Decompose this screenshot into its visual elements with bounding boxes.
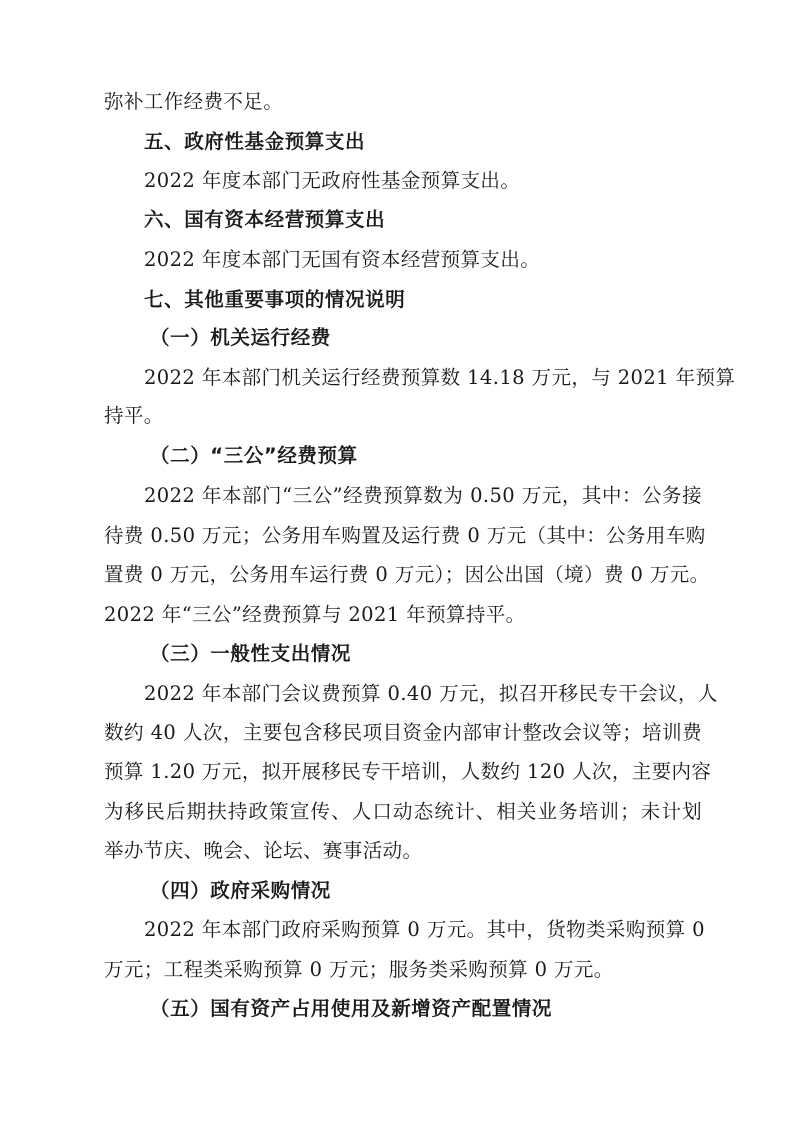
paragraph-line: 2022 年本部门“三公”经费预算数为 0.50 万元，其中：公务接 bbox=[144, 484, 702, 507]
paragraph-line: 2022 年度本部门无国有资本经营预算支出。 bbox=[144, 248, 541, 271]
paragraph-line: 2022 年本部门机关运行经费预算数 14.18 万元，与 2021 年预算 bbox=[144, 366, 736, 389]
paragraph-line: 置费 0 万元，公务用车运行费 0 万元）；因公出国（境）费 0 万元。 bbox=[104, 563, 710, 586]
subsection-heading-4: （四）政府采购情况 bbox=[150, 879, 331, 902]
paragraph-line: 2022 年度本部门无政府性基金预算支出。 bbox=[144, 169, 521, 192]
paragraph-line: 待费 0.50 万元；公务用车购置及运行费 0 万元（其中：公务用车购 bbox=[104, 524, 706, 547]
section-heading-6: 六、国有资本经营预算支出 bbox=[144, 208, 386, 231]
paragraph-line: 举办节庆、晚会、论坛、赛事活动。 bbox=[104, 839, 423, 862]
section-heading-5: 五、政府性基金预算支出 bbox=[144, 130, 366, 153]
subsection-heading-2: （二）“三公”经费预算 bbox=[150, 444, 358, 467]
paragraph-line: 为移民后期扶持政策宣传、人口动态统计、相关业务培训；未计划 bbox=[104, 800, 702, 823]
paragraph-line: 2022 年本部门政府采购预算 0 万元。其中，货物类采购预算 0 bbox=[144, 918, 705, 941]
paragraph-line: 2022 年“三公”经费预算与 2021 年预算持平。 bbox=[104, 603, 526, 626]
paragraph-line: 预算 1.20 万元，拟开展移民专干培训，人数约 120 人次，主要内容 bbox=[104, 760, 712, 783]
paragraph-line: 2022 年本部门会议费预算 0.40 万元，拟召开移民专干会议，人 bbox=[144, 682, 718, 705]
section-heading-7: 七、其他重要事项的情况说明 bbox=[144, 288, 406, 311]
paragraph-line: 弥补工作经费不足。 bbox=[104, 90, 284, 113]
subsection-heading-1: （一）机关运行经费 bbox=[150, 326, 331, 349]
paragraph-line: 数约 40 人次，主要包含移民项目资金内部审计整改会议等；培训费 bbox=[104, 721, 702, 744]
subsection-heading-3: （三）一般性支出情况 bbox=[150, 642, 352, 665]
subsection-heading-5: （五）国有资产占用使用及新增资产配置情况 bbox=[150, 997, 553, 1020]
paragraph-line: 持平。 bbox=[104, 404, 164, 427]
paragraph-line: 万元；工程类采购预算 0 万元；服务类采购预算 0 万元。 bbox=[104, 958, 614, 981]
